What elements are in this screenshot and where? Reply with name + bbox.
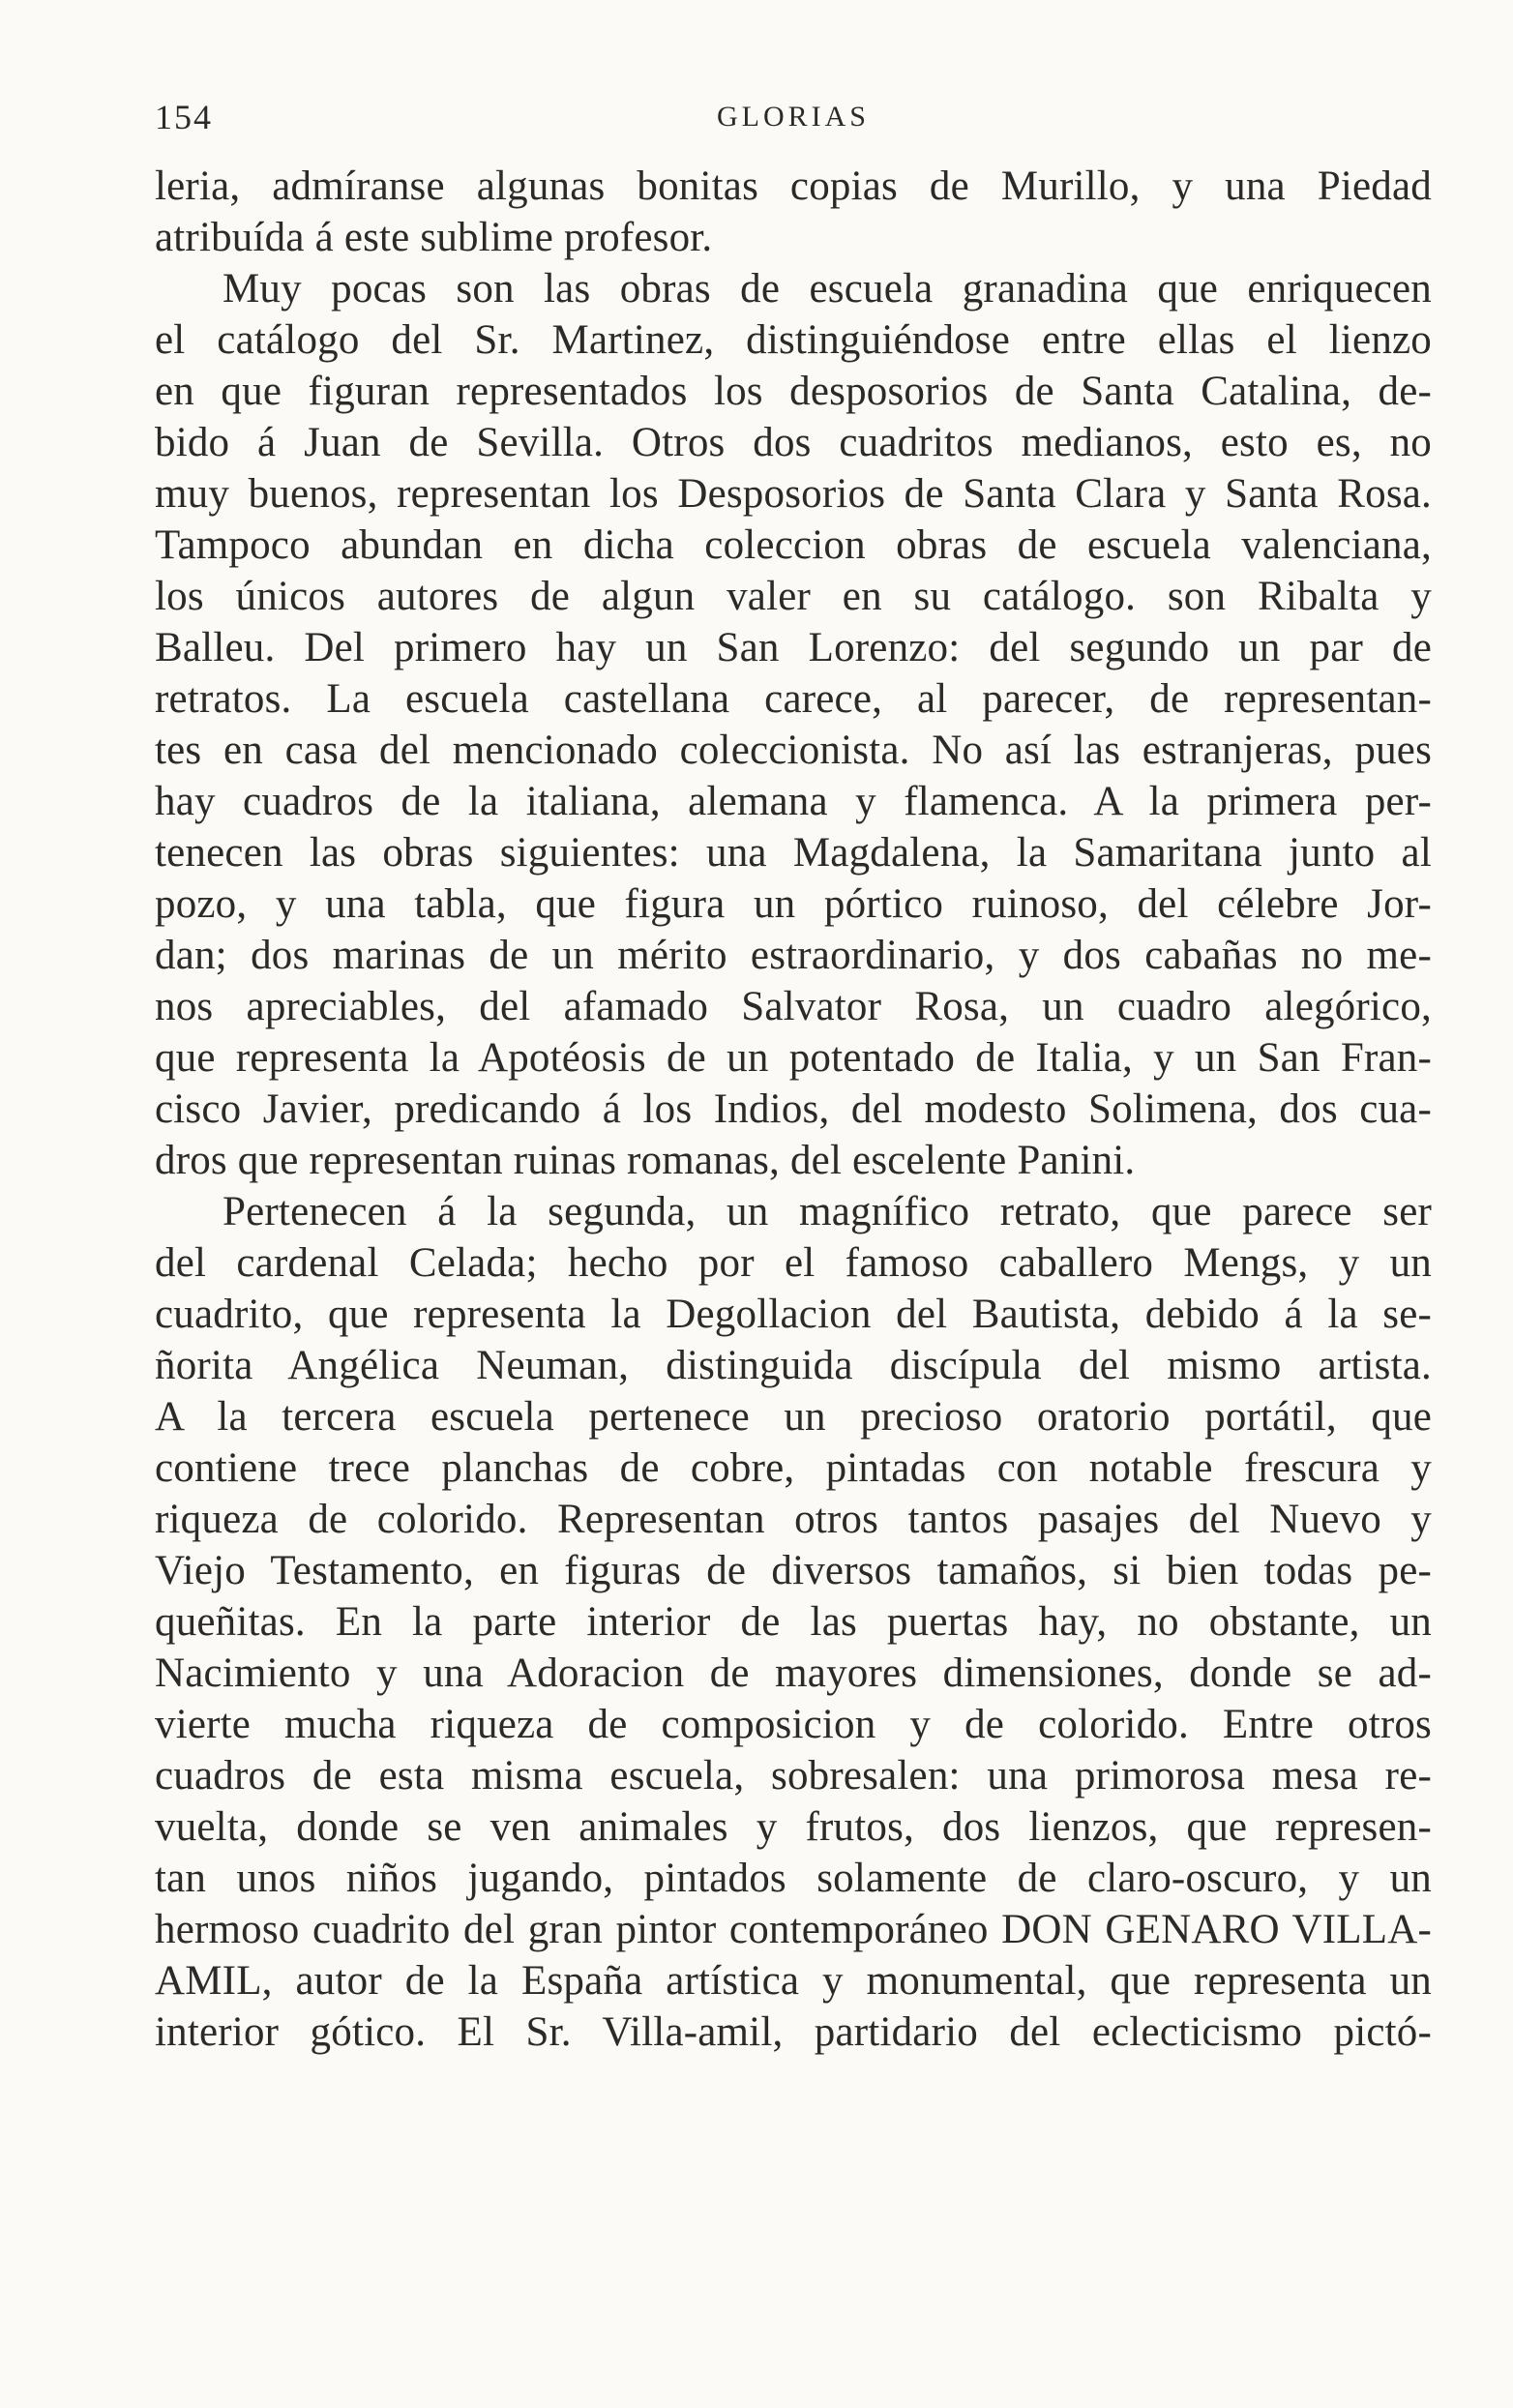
text-line-content: en que figuran representados los desposorios de Santa Catalina, de- [155,369,1432,414]
text-line-content: dros que representan ruinas romanas, del escelente Panini. [155,1138,1136,1183]
text-line [155,212,1432,263]
text-line-content: interior gótico. El Sr. Villa-amil, partidario del eclecticismo pictó- [155,2009,1432,2055]
text-line-content: bido á Juan de Sevilla. Otros dos cuadritos medianos, esto es, no [155,420,1432,465]
text-line-content: contiene trece planchas de cobre, pintadas con notable frescura y [155,1445,1432,1491]
text-line-content: queñitas. En la parte interior de las puertas hay, no obstante, un [155,1599,1432,1645]
text-line [155,878,1432,930]
text-line [155,1084,1432,1135]
text-line-content: leria, admíranse algunas bonitas copias de Murillo, y una Piedad [155,164,1432,209]
text-line-content: nos apreciables, del afamado Salvator Rosa, un cuadro alegórico, [155,984,1432,1029]
text-line-content: retratos. La escuela castellana carece, al parecer, de representan- [155,676,1432,722]
text-line-content: ñorita Angélica Neuman, distinguida discípula del mismo artista. [155,1343,1432,1388]
text-line [155,1186,1432,1237]
page-number: 154 [155,98,213,136]
text-line-content: Muy pocas son las obras de escuela granadina que enriquecen [222,266,1432,312]
text-line-content: dan; dos marinas de un mérito estraordinario, y dos cabañas no me- [155,933,1432,978]
text-line [155,673,1432,725]
text-line [155,1032,1432,1084]
text-line [155,1750,1432,1801]
page-header [155,97,1432,145]
body-text [155,161,1432,2058]
text-line [155,725,1432,776]
text-line-content: los únicos autores de algun valer en su catálogo. son Ribalta y [155,574,1432,619]
text-line [155,263,1432,314]
text-line [155,930,1432,981]
text-line [155,622,1432,673]
text-line [155,1494,1432,1545]
text-line [155,1289,1432,1340]
text-line-content: vierte mucha riqueza de composicion y de colorido. Entre otros [155,1702,1432,1747]
text-line [155,1904,1432,1955]
text-line-content: riqueza de colorido. Representan otros tantos pasajes del Nuevo y [155,1497,1432,1542]
text-line [155,417,1432,468]
text-line [155,1442,1432,1494]
text-line-content: atribuída á este sublime profesor. [155,215,713,260]
text-line [155,981,1432,1032]
text-line-content: cuadrito, que representa la Degollacion del Bautista, debido á la se- [155,1292,1432,1337]
text-line-content: hermoso cuadrito del gran pintor contemporáneo DON GENARO VILLA- [155,1907,1432,1952]
text-line-content: Viejo Testamento, en figuras de diversos tamaños, si bien todas pe- [155,1548,1432,1593]
text-line [155,2007,1432,2058]
text-line-content: vuelta, donde se ven animales y frutos, dos lienzos, que represen- [155,1804,1432,1850]
text-line-content: Nacimiento y una Adoracion de mayores dimensiones, donde se ad- [155,1650,1432,1696]
text-line [155,520,1432,571]
text-line-content: AMIL, autor de la España artística y monumental, que representa un [155,1958,1432,2004]
text-line [155,571,1432,622]
text-line [155,314,1432,366]
text-line [155,1237,1432,1289]
text-line [155,1596,1432,1648]
text-line-content: Tampoco abundan en dicha coleccion obras de escuela valenciana, [155,522,1432,568]
text-line-content: Pertenecen á la segunda, un magnífico retrato, que parece ser [222,1189,1432,1234]
text-line-content: tan unos niños jugando, pintados solamente de claro-oscuro, y un [155,1856,1432,1901]
text-line-content: Balleu. Del primero hay un San Lorenzo: del segundo un par de [155,625,1432,670]
text-line [155,366,1432,417]
text-line-content: pozo, y una tabla, que figura un pórtico ruinoso, del célebre Jor- [155,881,1432,927]
text-line [155,1135,1432,1186]
text-line-content: muy buenos, representan los Desposorios de Santa Clara y Santa Rosa. [155,471,1432,517]
text-line [155,1853,1432,1904]
text-line-content: tenecen las obras siguientes: una Magdalena, la Samaritana junto al [155,830,1432,876]
text-line [155,1340,1432,1391]
text-line [155,161,1432,212]
text-line-content: A la tercera escuela pertenece un precioso oratorio portátil, que [155,1394,1432,1440]
text-line [155,468,1432,520]
running-head: GLORIAS [716,101,870,133]
text-line-content: cisco Javier, predicando á los Indios, del modesto Solimena, dos cua- [155,1086,1432,1132]
text-line-content: que representa la Apotéosis de un potentado de Italia, y un San Fran- [155,1035,1432,1081]
text-line [155,1801,1432,1853]
text-line [155,1648,1432,1699]
text-line [155,827,1432,878]
text-line [155,1391,1432,1442]
text-line-content: del cardenal Celada; hecho por el famoso caballero Mengs, y un [155,1240,1432,1286]
text-line-content: hay cuadros de la italiana, alemana y flamenca. A la primera per- [155,779,1432,824]
text-line-content: cuadros de esta misma escuela, sobresalen: una primorosa mesa re- [155,1753,1432,1799]
text-line-content: el catálogo del Sr. Martinez, distinguiéndose entre ellas el lienzo [155,317,1432,363]
text-line [155,1955,1432,2007]
text-line [155,776,1432,827]
text-line-content: tes en casa del mencionado coleccionista. No así las estranjeras, pues [155,728,1432,773]
text-line [155,1545,1432,1596]
text-line [155,1699,1432,1750]
